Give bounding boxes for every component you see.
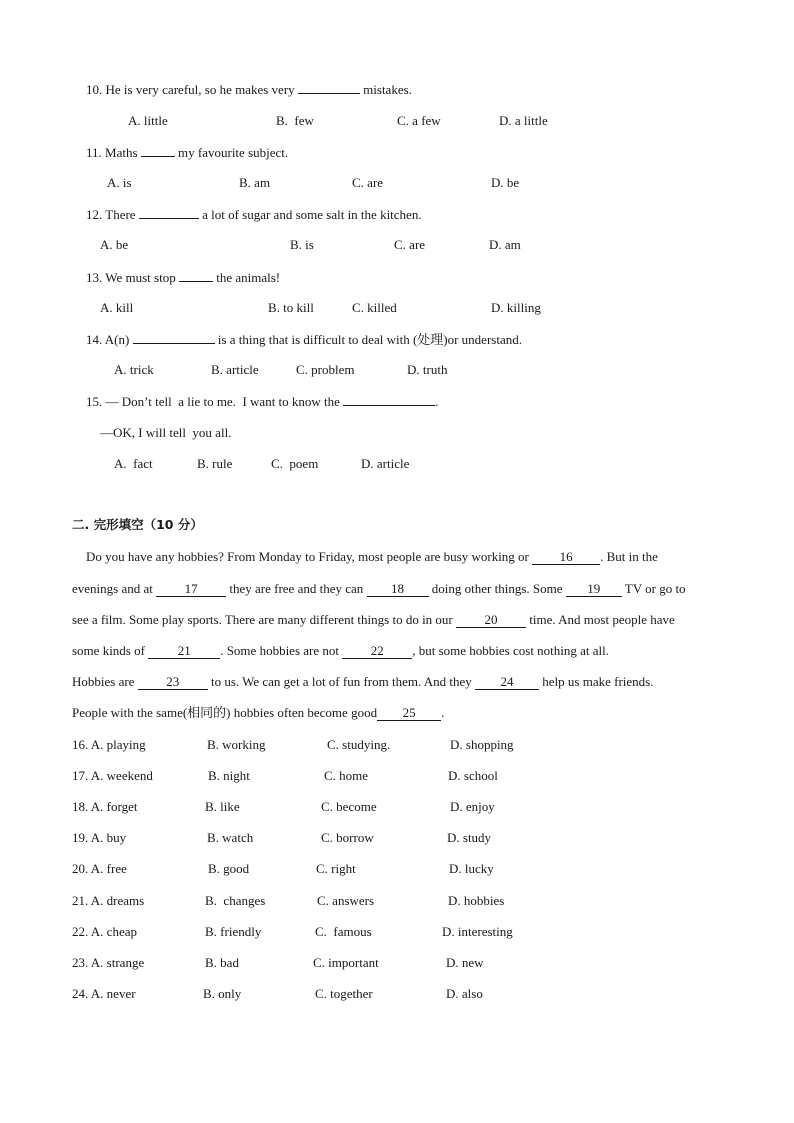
option-b[interactable]: B. am [239, 175, 271, 190]
section-heading: 二. 完形填空（10 分） [72, 517, 203, 532]
question-text: the animals! [212, 270, 281, 285]
question-text: a lot of sugar and some salt in the kitchen. [198, 207, 422, 222]
option-a[interactable]: 22. A. cheap [72, 924, 137, 939]
option-b[interactable]: B. changes [205, 893, 266, 908]
passage-text: TV or go to [621, 581, 686, 596]
blank-19[interactable]: 19 [566, 582, 622, 597]
passage-line [72, 705, 444, 721]
passage-text: People with the same(相同的) hobbies often become good [72, 705, 378, 720]
answer-blank[interactable] [343, 393, 435, 406]
option-a[interactable]: 17. A. weekend [72, 768, 153, 783]
option-d[interactable]: D. interesting [442, 924, 513, 939]
question-text: my favourite subject. [174, 145, 289, 160]
answer-blank[interactable] [298, 81, 360, 94]
blank-25[interactable]: 25 [377, 706, 441, 721]
option-a[interactable]: A. kill [100, 300, 134, 315]
option-c[interactable]: C. are [352, 175, 384, 190]
question-12-stem [86, 206, 422, 223]
option-b[interactable]: B. few [276, 113, 314, 128]
option-a[interactable]: A. is [107, 175, 132, 190]
option-a[interactable]: 18. A. forget [72, 799, 138, 814]
option-d[interactable]: D. killing [491, 300, 541, 315]
option-c[interactable]: C. become [321, 799, 377, 814]
option-c[interactable]: C. borrow [321, 830, 374, 845]
question-text: 13. We must stop [86, 270, 179, 285]
blank-21[interactable]: 21 [148, 644, 220, 659]
option-c[interactable]: C. killed [352, 300, 397, 315]
option-a[interactable]: 20. A. free [72, 861, 127, 876]
answer-blank[interactable] [133, 331, 215, 344]
option-a[interactable]: A. fact [114, 456, 153, 471]
option-d[interactable]: D. also [446, 986, 483, 1001]
question-15-stem [86, 393, 438, 410]
option-a[interactable]: A. be [100, 237, 129, 252]
answer-blank[interactable] [179, 269, 213, 282]
passage-line [72, 612, 675, 628]
passage-text: doing other things. Some [428, 581, 566, 596]
option-a[interactable]: A. little [128, 113, 168, 128]
passage-text: . But in the [600, 549, 658, 564]
option-b[interactable]: B. is [290, 237, 314, 252]
option-d[interactable]: D. a little [499, 113, 548, 128]
option-b[interactable]: B. working [207, 737, 266, 752]
option-d[interactable]: D. shopping [450, 737, 514, 752]
blank-20[interactable]: 20 [456, 613, 526, 628]
question-14-stem [86, 331, 522, 348]
option-a[interactable]: 16. A. playing [72, 737, 146, 752]
passage-text: . [441, 705, 445, 720]
option-d[interactable]: D. be [491, 175, 520, 190]
passage-text: time. And most people have [526, 612, 675, 627]
option-b[interactable]: B. to kill [268, 300, 314, 315]
passage-text: some kinds of [72, 643, 149, 658]
option-b[interactable]: B. good [208, 861, 250, 876]
option-c[interactable]: C. answers [317, 893, 375, 908]
question-text: . [435, 394, 439, 409]
question-text: 11. Maths [86, 145, 141, 160]
blank-17[interactable]: 17 [156, 582, 226, 597]
option-b[interactable]: B. bad [205, 955, 239, 970]
option-d[interactable]: D. study [447, 830, 492, 845]
option-b[interactable]: B. watch [207, 830, 254, 845]
answer-blank[interactable] [141, 144, 175, 157]
option-a[interactable]: 24. A. never [72, 986, 136, 1001]
passage-text: evenings and at [72, 581, 157, 596]
blank-22[interactable]: 22 [342, 644, 412, 659]
option-c[interactable]: C. poem [271, 456, 319, 471]
question-text: 15. — Don’t tell a lie to me. I want to know the [86, 394, 344, 409]
passage-text: Hobbies are [72, 674, 138, 689]
option-b[interactable]: B. night [208, 768, 250, 783]
question-text: 12. There [86, 207, 139, 222]
question-text: 10. He is very careful, so he makes very [86, 82, 298, 97]
option-b[interactable]: B. rule [197, 456, 233, 471]
blank-18[interactable]: 18 [367, 582, 429, 597]
option-c[interactable]: C. together [315, 986, 373, 1001]
question-text: is a thing that is difficult to deal with (处理)or understand. [214, 332, 522, 347]
option-c[interactable]: C. a few [397, 113, 441, 128]
option-d[interactable]: D. article [361, 456, 410, 471]
option-c[interactable]: C. important [313, 955, 379, 970]
passage-line [72, 581, 686, 597]
option-d[interactable]: D. lucky [449, 861, 494, 876]
passage-line [86, 549, 658, 565]
blank-24[interactable]: 24 [475, 675, 539, 690]
passage-text: they are free and they can [226, 581, 367, 596]
option-c[interactable]: C. are [394, 237, 426, 252]
option-a[interactable]: 21. A. dreams [72, 893, 145, 908]
option-a[interactable]: 23. A. strange [72, 955, 145, 970]
option-c[interactable]: C. right [316, 861, 356, 876]
option-d[interactable]: D. am [489, 237, 521, 252]
passage-line [72, 643, 609, 659]
option-a[interactable]: 19. A. buy [72, 830, 127, 845]
blank-23[interactable]: 23 [138, 675, 208, 690]
option-d[interactable]: D. truth [407, 362, 448, 377]
blank-16[interactable]: 16 [532, 550, 600, 565]
option-b[interactable]: B. like [205, 799, 240, 814]
option-b[interactable]: B. friendly [205, 924, 262, 939]
question-10-stem [86, 81, 412, 98]
option-a[interactable]: A. trick [114, 362, 154, 377]
option-d[interactable]: D. school [448, 768, 498, 783]
option-c[interactable]: C. famous [315, 924, 372, 939]
option-b[interactable]: B. only [203, 986, 242, 1001]
option-d[interactable]: D. enjoy [450, 799, 495, 814]
passage-text: help us make friends. [539, 674, 654, 689]
option-c[interactable]: C. home [324, 768, 369, 783]
question-text: mistakes. [359, 82, 412, 97]
question-13-stem [86, 269, 280, 286]
passage-text: . Some hobbies are not [220, 643, 343, 658]
passage-text: , but some hobbies cost nothing at all. [412, 643, 610, 658]
passage-text: see a film. Some play sports. There are many different things to do in our [72, 612, 457, 627]
question-15-reply: —OK, I will tell you all. [100, 425, 232, 440]
option-c[interactable]: C. problem [296, 362, 355, 377]
option-b[interactable]: B. article [211, 362, 259, 377]
passage-text: Do you have any hobbies? From Monday to Friday, most people are busy working or [86, 549, 533, 564]
passage-line [72, 674, 653, 690]
passage-text: to us. We can get a lot of fun from them. And they [207, 674, 476, 689]
question-text: 14. A(n) [86, 332, 133, 347]
option-d[interactable]: D. hobbies [448, 893, 505, 908]
question-11-stem [86, 144, 288, 161]
option-c[interactable]: C. studying. [327, 737, 391, 752]
option-d[interactable]: D. new [446, 955, 484, 970]
answer-blank[interactable] [139, 206, 199, 219]
